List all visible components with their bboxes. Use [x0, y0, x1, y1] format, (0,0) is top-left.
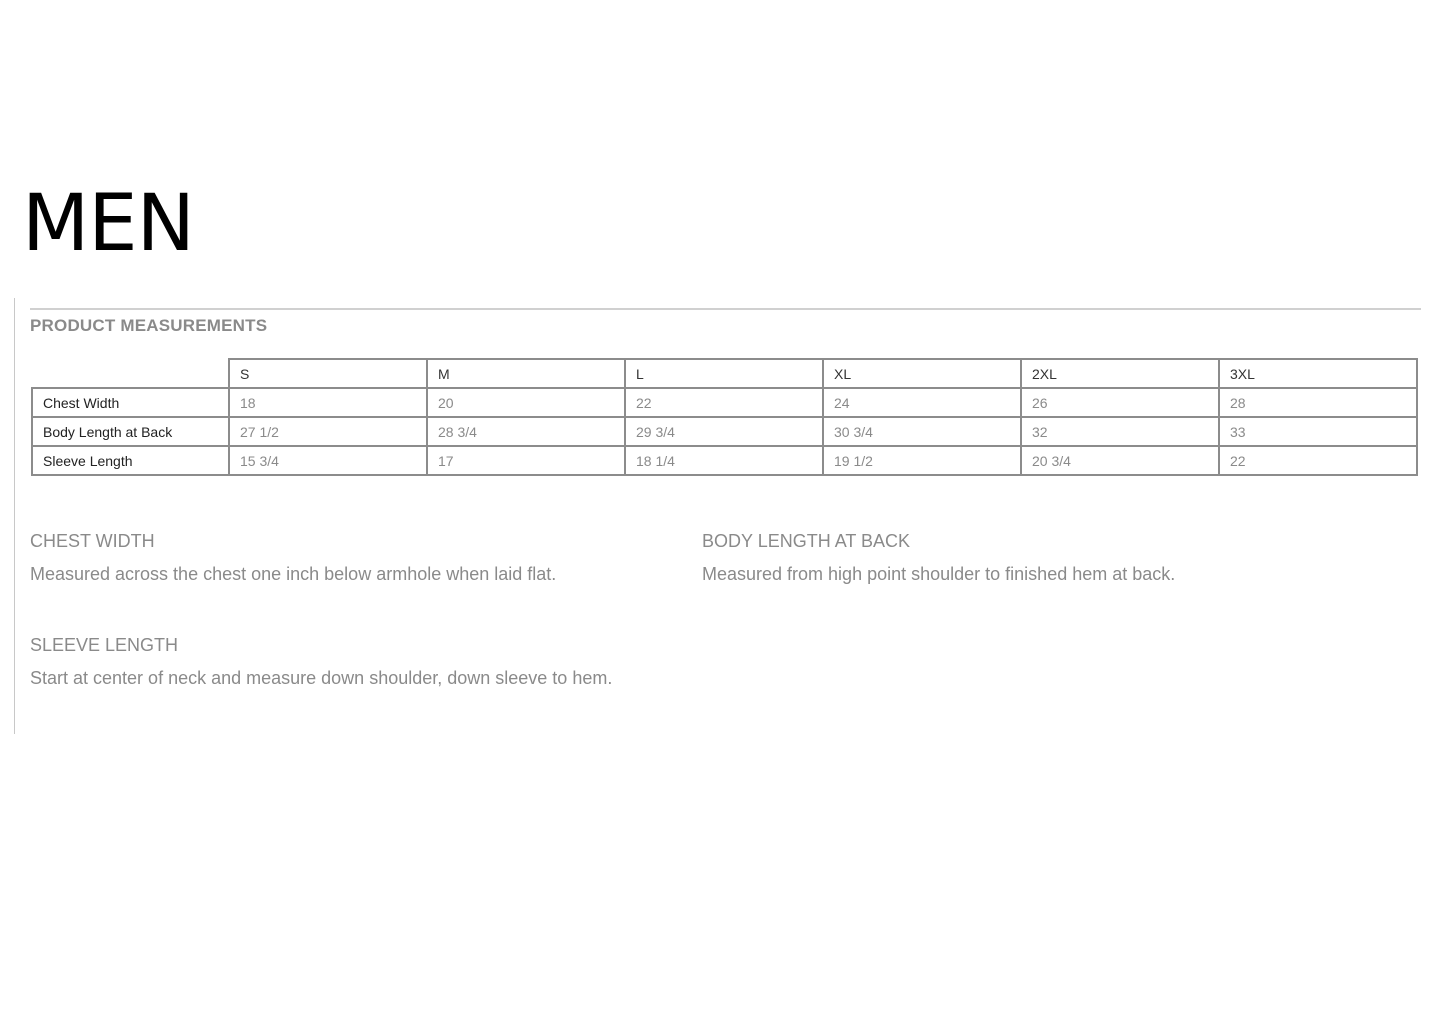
table-corner-cell — [32, 359, 229, 388]
table-cell: 22 — [625, 388, 823, 417]
measurements-table — [31, 358, 1418, 476]
table-header-row — [32, 359, 1417, 388]
sleeve-length-description — [30, 634, 612, 689]
row-label: Chest Width — [32, 388, 229, 417]
top-divider — [30, 308, 1421, 310]
size-header: S — [229, 359, 427, 388]
description-text: Measured across the chest one inch below armhole when laid flat. — [30, 564, 557, 584]
table-cell: 18 1/4 — [625, 446, 823, 475]
description-text: Measured from high point shoulder to finished hem at back. — [702, 564, 1176, 584]
row-label: Sleeve Length — [32, 446, 229, 475]
table-cell: 20 — [427, 388, 625, 417]
table-row — [32, 388, 1417, 417]
table-cell: 20 3/4 — [1021, 446, 1219, 475]
description-title: BODY LENGTH AT BACK — [702, 531, 911, 551]
description-title: CHEST WIDTH — [30, 531, 155, 551]
table-cell: 33 — [1219, 417, 1417, 446]
table-cell: 28 3/4 — [427, 417, 625, 446]
left-divider — [14, 298, 15, 734]
table-cell: 28 — [1219, 388, 1417, 417]
table-row — [32, 417, 1417, 446]
description-text: Start at center of neck and measure down shoulder, down sleeve to hem. — [30, 668, 613, 688]
table-cell: 26 — [1021, 388, 1219, 417]
table-cell: 32 — [1021, 417, 1219, 446]
table-cell: 15 3/4 — [229, 446, 427, 475]
size-header: M — [427, 359, 625, 388]
table-cell: 19 1/2 — [823, 446, 1021, 475]
body-length-description — [702, 530, 1175, 585]
table-cell: 29 3/4 — [625, 417, 823, 446]
row-label: Body Length at Back — [32, 417, 229, 446]
description-title: SLEEVE LENGTH — [30, 635, 179, 655]
table-cell: 17 — [427, 446, 625, 475]
table-cell: 22 — [1219, 446, 1417, 475]
table-cell: 18 — [229, 388, 427, 417]
table-cell: 30 3/4 — [823, 417, 1021, 446]
table-cell: 27 1/2 — [229, 417, 427, 446]
page-heading: MEN — [22, 179, 194, 269]
table-cell: 24 — [823, 388, 1021, 417]
size-header: XL — [823, 359, 1021, 388]
chest-width-description — [30, 530, 556, 585]
size-header: 2XL — [1021, 359, 1219, 388]
section-title: PRODUCT MEASUREMENTS — [30, 316, 268, 335]
size-header: L — [625, 359, 823, 388]
table-row — [32, 446, 1417, 475]
size-header: 3XL — [1219, 359, 1417, 388]
